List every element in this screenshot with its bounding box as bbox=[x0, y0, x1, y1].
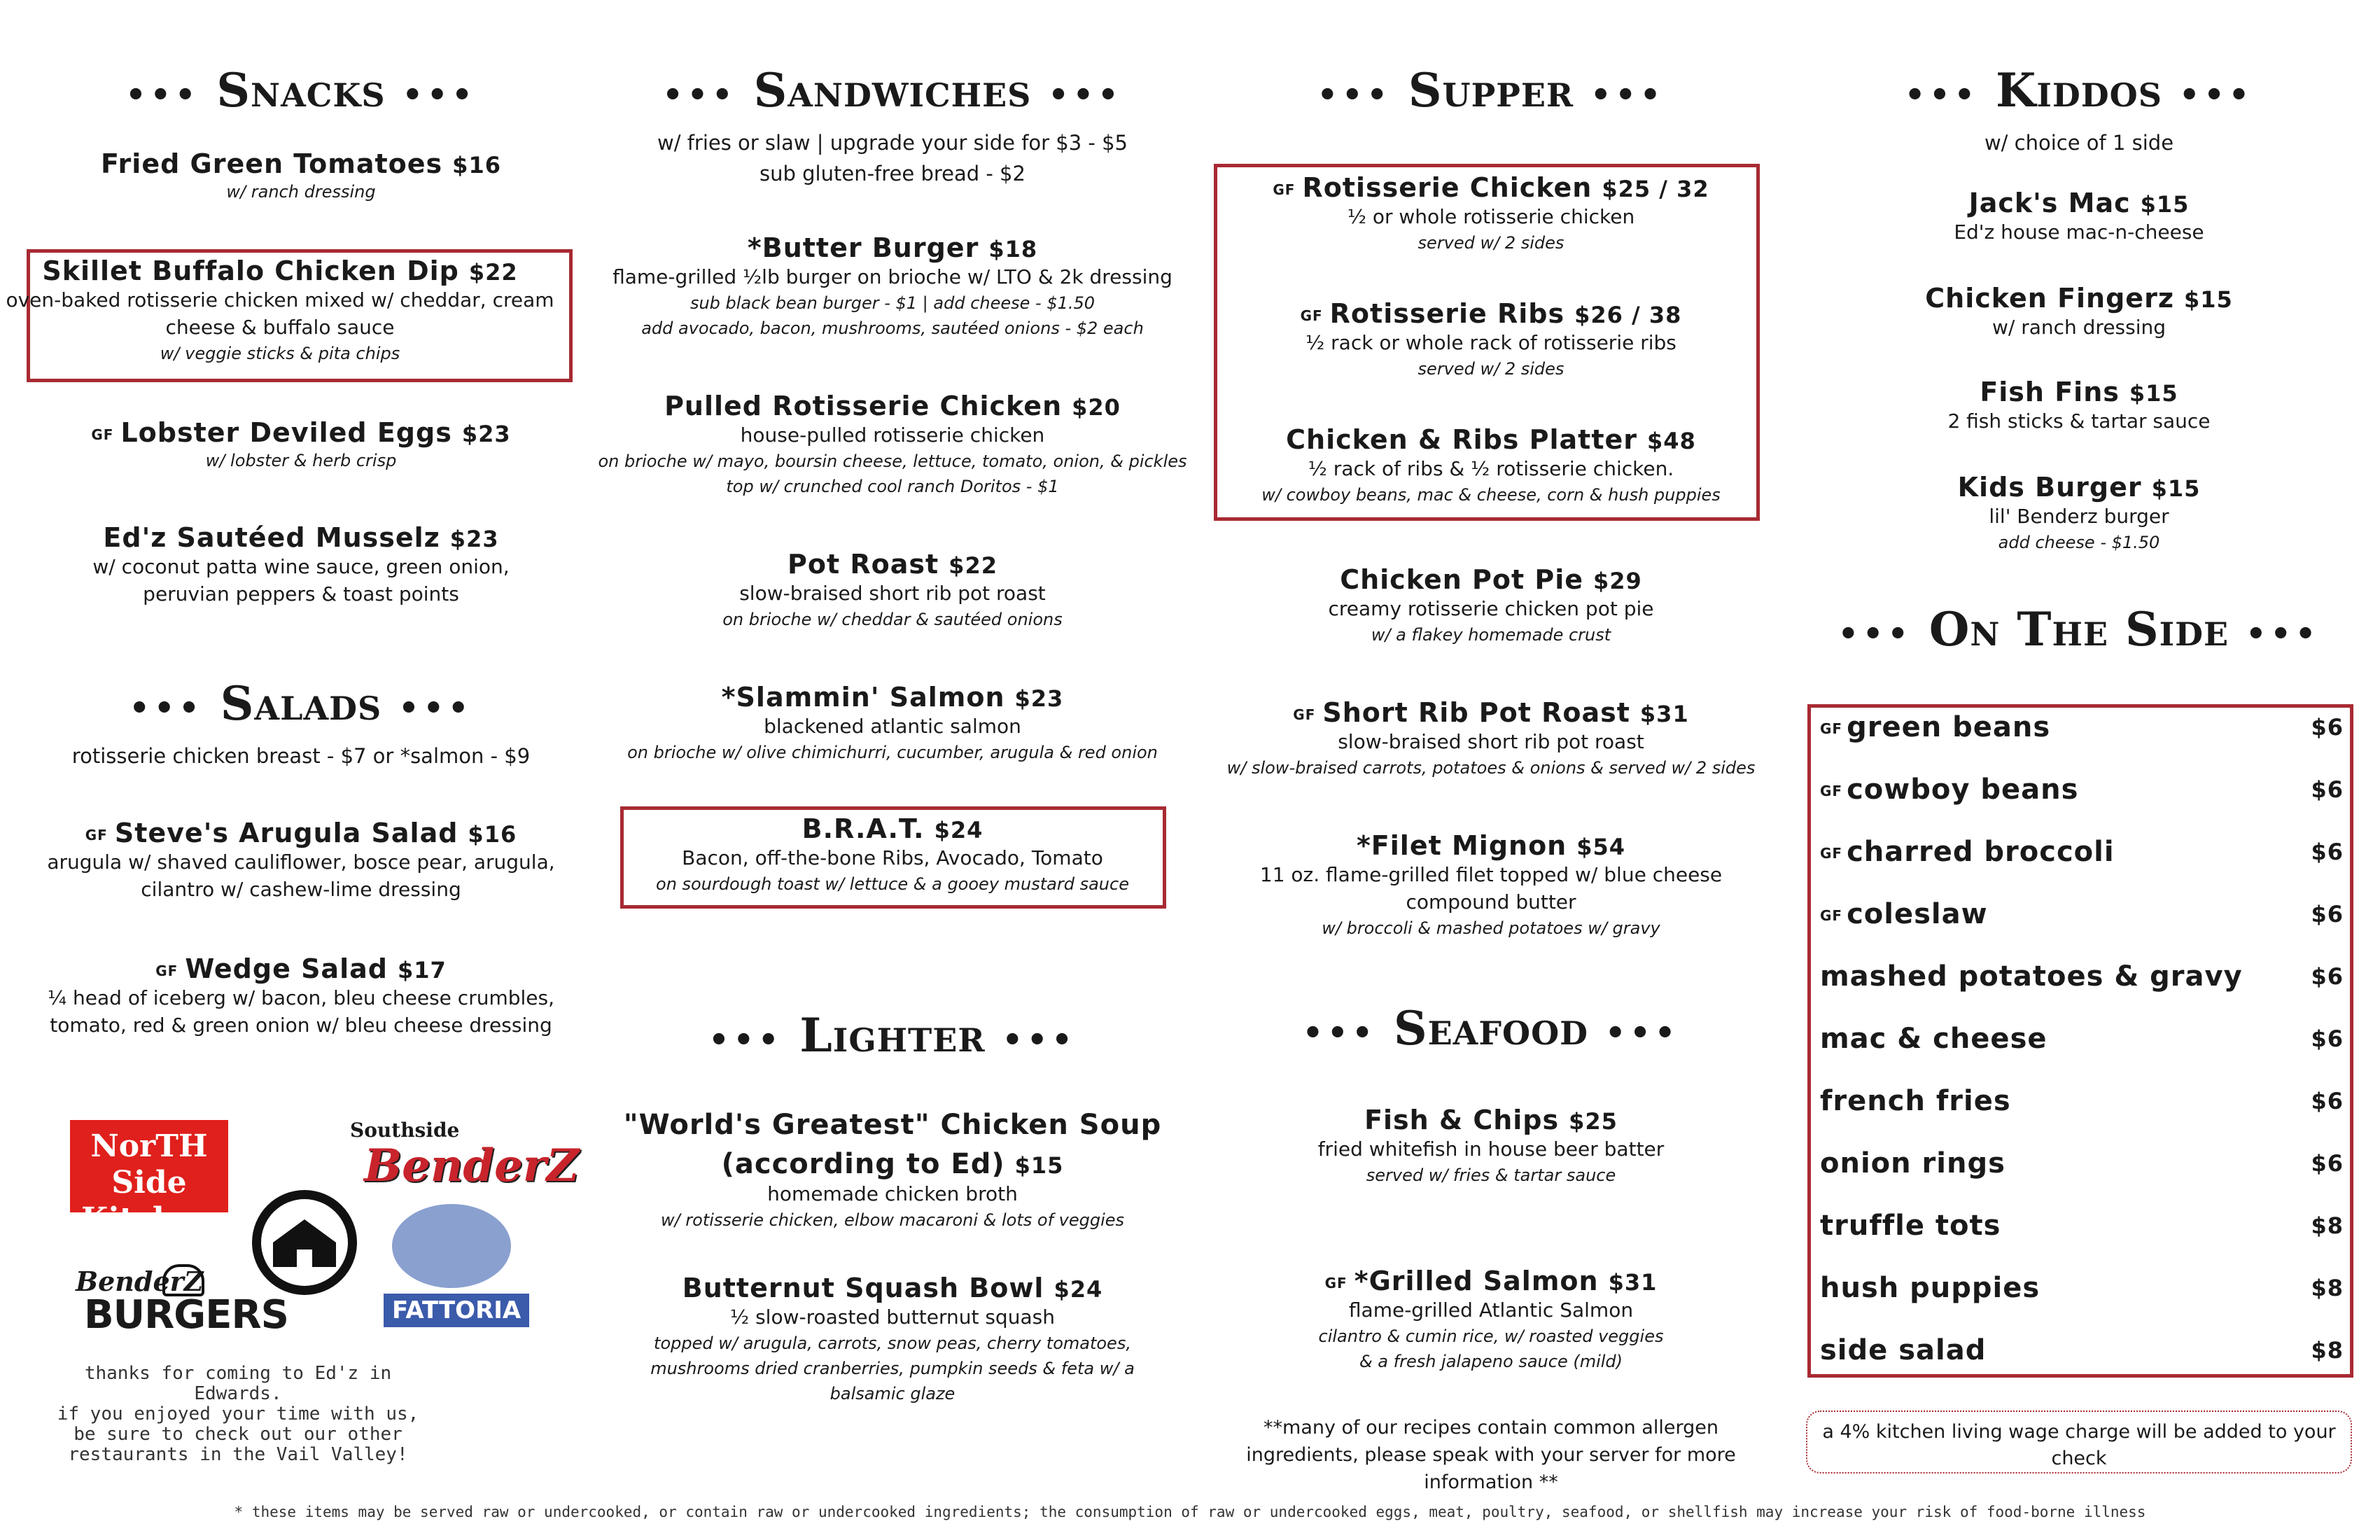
item-name: Pot Roast bbox=[788, 549, 939, 580]
item-desc: Bacon, off-the-bone Ribs, Avocado, Tomato bbox=[682, 846, 1103, 869]
barn-icon bbox=[252, 1190, 357, 1295]
item-note: cilantro & cumin rice, w/ roasted veggies bbox=[1318, 1326, 1664, 1346]
menu-item bbox=[1204, 298, 1778, 382]
side-item-name: mashed potatoes & gravy bbox=[1820, 960, 2243, 993]
farm-logo bbox=[252, 1190, 357, 1295]
item-note: on brioche w/ cheddar & sautéed onions bbox=[722, 610, 1063, 629]
item-price: $22 bbox=[948, 552, 997, 579]
item-desc: ½ rack or whole rack of rotisserie ribs bbox=[1306, 331, 1676, 354]
section-title-on-the-side: ••• On The Side ••• bbox=[1837, 602, 2320, 657]
menu-item bbox=[14, 522, 588, 608]
fattoria-logo: FATTORIA bbox=[384, 1294, 529, 1327]
item-desc: house-pulled rotisserie chicken bbox=[740, 424, 1045, 447]
section-title-supper: ••• Supper ••• bbox=[1317, 63, 1665, 118]
side-item-price: $6 bbox=[2311, 1088, 2344, 1114]
item-name: Short Rib Pot Roast bbox=[1322, 697, 1630, 728]
side-item-price: $8 bbox=[2311, 1212, 2344, 1239]
section-title-seafood: ••• Seafood ••• bbox=[1302, 1001, 1680, 1056]
side-item bbox=[1820, 1272, 2344, 1304]
item-desc: flame-grilled ½lb burger on brioche w/ LTO & 2k dressing bbox=[612, 265, 1172, 288]
menu-item bbox=[595, 682, 1190, 765]
item-desc: flame-grilled Atlantic Salmon bbox=[1348, 1298, 1634, 1322]
gf-badge: GF bbox=[1273, 181, 1296, 198]
menu-item bbox=[1792, 472, 2366, 555]
item-note: w/ cowboy beans, mac & cheese, corn & hush puppies bbox=[1261, 485, 1721, 505]
item-desc: fried whitefish in house beer batter bbox=[1317, 1138, 1665, 1161]
menu-item bbox=[1204, 564, 1778, 648]
item-name: Rotisserie Ribs bbox=[1329, 298, 1565, 329]
menu-item bbox=[1204, 830, 1778, 941]
sides-list bbox=[1807, 704, 2353, 1378]
side-item-name: side salad bbox=[1820, 1334, 1987, 1366]
item-name: Chicken & Ribs Platter bbox=[1286, 424, 1638, 455]
side-item-price: $6 bbox=[2311, 714, 2344, 741]
item-note: served w/ 2 sides bbox=[1418, 359, 1564, 379]
item-name: Jack's Mac bbox=[1968, 188, 2131, 218]
section-title-sandwiches: ••• Sandwiches ••• bbox=[662, 63, 1123, 118]
menu-item bbox=[595, 391, 1190, 499]
item-desc: arugula w/ shaved cauliflower, bosce pear, arugula, bbox=[47, 850, 555, 874]
side-item bbox=[1820, 1085, 2344, 1117]
item-note: w/ rotisserie chicken, elbow macaroni & lots of veggies bbox=[660, 1210, 1125, 1230]
item-price: $54 bbox=[1576, 834, 1626, 860]
menu-item bbox=[595, 232, 1190, 341]
item-price: $24 bbox=[1054, 1276, 1103, 1303]
item-name: Ed'z Sautéed Musselz bbox=[103, 522, 440, 553]
item-price: $31 bbox=[1608, 1269, 1658, 1296]
item-name: Chicken Pot Pie bbox=[1340, 564, 1583, 595]
gf-badge: GF bbox=[1300, 307, 1323, 324]
section-subtitle: rotisserie chicken breast - $7 or *salmon - $9 bbox=[71, 744, 531, 768]
item-price: $25 / 32 bbox=[1602, 176, 1709, 202]
menu-item bbox=[1792, 377, 2366, 435]
item-desc: homemade chicken broth bbox=[767, 1182, 1018, 1205]
southside-label: Southside bbox=[350, 1119, 460, 1142]
menu-item bbox=[1204, 697, 1778, 780]
side-item-price: $6 bbox=[2311, 839, 2344, 865]
item-name: *Slammin' Salmon bbox=[721, 682, 1005, 713]
item-desc: cheese & buffalo sauce bbox=[165, 316, 395, 339]
item-note: w/ ranch dressing bbox=[226, 182, 376, 202]
side-item-price: $6 bbox=[2311, 963, 2344, 990]
item-desc: ½ slow-roasted butternut squash bbox=[730, 1306, 1055, 1329]
item-note: & a fresh jalapeno sauce (mild) bbox=[1359, 1352, 1623, 1371]
side-item bbox=[1820, 711, 2344, 743]
item-name: Fried Green Tomatoes bbox=[101, 148, 443, 179]
item-note: w/ broccoli & mashed potatoes w/ gravy bbox=[1322, 918, 1660, 938]
gf-badge: GF bbox=[91, 426, 114, 443]
item-desc: blackened atlantic salmon bbox=[764, 715, 1021, 738]
side-item-price: $8 bbox=[2311, 1275, 2344, 1301]
item-price: $26 / 38 bbox=[1574, 302, 1682, 328]
menu-item bbox=[14, 953, 588, 1039]
side-item bbox=[1820, 960, 2344, 993]
item-price: $18 bbox=[988, 236, 1038, 262]
item-note: add cheese - $1.50 bbox=[1998, 533, 2160, 552]
section-subtitle: sub gluten-free bread - $2 bbox=[760, 162, 1026, 186]
item-name: Fish Fins bbox=[1980, 377, 2120, 407]
item-name: Skillet Buffalo Chicken Dip bbox=[42, 255, 459, 286]
item-price: $22 bbox=[468, 259, 518, 286]
menu-item bbox=[1792, 283, 2366, 341]
menu-item bbox=[14, 818, 588, 903]
item-desc: 11 oz. flame-grilled filet topped w/ blue cheese bbox=[1259, 863, 1723, 886]
item-desc: compound butter bbox=[1406, 890, 1576, 913]
item-note: on brioche w/ olive chimichurri, cucumber, arugula & red onion bbox=[627, 743, 1158, 762]
item-desc: w/ coconut patta wine sauce, green onion, bbox=[92, 555, 510, 578]
menu-item bbox=[595, 1273, 1190, 1406]
item-note: top w/ crunched cool ranch Doritos - $1 bbox=[726, 477, 1059, 496]
item-desc: ¼ head of iceberg w/ bacon, bleu cheese crumbles, bbox=[48, 986, 554, 1009]
item-desc: cilantro w/ cashew-lime dressing bbox=[141, 878, 461, 901]
side-item-name: hush puppies bbox=[1820, 1272, 2040, 1304]
item-name: Kids Burger bbox=[1957, 472, 2142, 503]
item-desc: tomato, red & green onion w/ bleu cheese dressing bbox=[50, 1014, 552, 1037]
side-item-name: green beans bbox=[1847, 711, 2051, 743]
item-desc: w/ ranch dressing bbox=[1991, 316, 2166, 339]
item-price: $23 bbox=[449, 526, 499, 552]
side-item-name: french fries bbox=[1820, 1085, 2011, 1117]
gf-badge: GF bbox=[1820, 907, 1843, 924]
gf-badge: GF bbox=[155, 962, 178, 979]
item-note: w/ slow-braised carrots, potatoes & onions & served w/ 2 sides bbox=[1226, 758, 1756, 778]
side-item-price: $6 bbox=[2311, 1026, 2344, 1052]
item-note: balsamic glaze bbox=[830, 1384, 955, 1404]
menu-item bbox=[1204, 1266, 1778, 1374]
item-price: $16 bbox=[468, 821, 517, 848]
item-name: "World's Greatest" Chicken Soup bbox=[623, 1109, 1162, 1141]
menu-item bbox=[1204, 1105, 1778, 1188]
menu-item bbox=[0, 255, 560, 366]
item-note: topped w/ arugula, carrots, snow peas, cherry tomatoes, bbox=[654, 1334, 1131, 1353]
item-name: B.R.A.T. bbox=[802, 813, 925, 844]
item-desc: oven-baked rotisserie chicken mixed w/ cheddar, cream bbox=[6, 288, 554, 312]
benderz-burgers-logo-top: BenderZ bbox=[76, 1266, 204, 1297]
section-title-kiddos: ••• Kiddos ••• bbox=[1904, 63, 2254, 118]
wage-notice: a 4% kitchen living wage charge will be added to your check bbox=[1806, 1410, 2352, 1474]
item-note: w/ veggie sticks & pita chips bbox=[160, 344, 400, 363]
menu-item bbox=[595, 1109, 1190, 1233]
item-price: $15 bbox=[2151, 475, 2201, 502]
item-name: Steve's Arugula Salad bbox=[114, 818, 458, 848]
item-desc: peruvian peppers & toast points bbox=[143, 582, 459, 606]
menu-item bbox=[609, 813, 1176, 897]
raw-food-disclaimer: * these items may be served raw or undercooked, or contain raw or undercooked ingredients; the consumption of raw or undercooked eggs, meat, poultry, seafood, or shellfish may increase your risk of food-borne illness bbox=[234, 1504, 2146, 1520]
section-title-lighter: ••• Lighter ••• bbox=[708, 1008, 1077, 1063]
item-name: Rotisserie Chicken bbox=[1302, 172, 1592, 203]
gf-badge: GF bbox=[85, 826, 108, 844]
item-desc: 2 fish sticks & tartar sauce bbox=[1947, 410, 2211, 433]
gf-badge: GF bbox=[1324, 1274, 1348, 1292]
item-price: $24 bbox=[934, 817, 983, 844]
item-desc: slow-braised short rib pot roast bbox=[1338, 730, 1644, 753]
side-item-price: $6 bbox=[2311, 901, 2344, 927]
side-item bbox=[1820, 898, 2344, 930]
gf-badge: GF bbox=[1820, 845, 1843, 862]
item-name: (according to Ed) bbox=[721, 1148, 1005, 1180]
northside-kitchen-logo: NorTH Side Kitchen bbox=[70, 1120, 228, 1212]
side-item-price: $6 bbox=[2311, 776, 2344, 803]
item-desc: creamy rotisserie chicken pot pie bbox=[1328, 597, 1654, 620]
truck-icon bbox=[392, 1204, 511, 1288]
section-subtitle: w/ choice of 1 side bbox=[1984, 131, 2174, 155]
item-name: Chicken Fingerz bbox=[1925, 283, 2174, 314]
item-desc: lil' Benderz burger bbox=[1989, 505, 2169, 528]
side-item bbox=[1820, 1147, 2344, 1180]
item-desc: ½ rack of ribs & ½ rotisserie chicken. bbox=[1308, 457, 1674, 480]
item-name: Lobster Deviled Eggs bbox=[120, 417, 452, 448]
item-price: $23 bbox=[461, 421, 511, 447]
section-title-snacks: ••• Snacks ••• bbox=[125, 63, 477, 118]
item-price: $31 bbox=[1639, 701, 1689, 727]
side-item-name: truffle tots bbox=[1820, 1210, 2001, 1242]
item-price: $17 bbox=[397, 957, 447, 983]
gf-badge: GF bbox=[1820, 783, 1843, 799]
item-desc: Ed'z house mac-n-cheese bbox=[1954, 220, 2204, 244]
item-price: $23 bbox=[1014, 685, 1064, 712]
item-name: *Filet Mignon bbox=[1356, 830, 1567, 861]
item-price: $29 bbox=[1593, 568, 1642, 594]
item-name: Butternut Squash Bowl bbox=[682, 1273, 1044, 1303]
menu-item bbox=[14, 148, 588, 204]
item-price: $15 bbox=[1014, 1152, 1064, 1179]
item-note: w/ lobster & herb crisp bbox=[205, 451, 397, 470]
allergy-notice: **many of our recipes contain common allergen ingredients, please speak with your server for more information ** bbox=[1246, 1417, 1736, 1493]
burgers-logo: BURGERS bbox=[84, 1292, 288, 1338]
item-name: Pulled Rotisserie Chicken bbox=[664, 391, 1063, 421]
side-item bbox=[1820, 836, 2344, 868]
side-item-name: coleslaw bbox=[1847, 898, 1988, 930]
section-title-salads: ••• Salads ••• bbox=[129, 676, 473, 731]
side-item-name: onion rings bbox=[1820, 1147, 2005, 1180]
item-name: Fish & Chips bbox=[1364, 1105, 1560, 1135]
side-item bbox=[1820, 774, 2344, 806]
item-note: on sourdough toast w/ lettuce & a gooey mustard sauce bbox=[656, 874, 1129, 894]
side-item bbox=[1820, 1210, 2344, 1242]
side-item bbox=[1820, 1023, 2344, 1055]
item-note: sub black bean burger - $1 | add cheese - $1.50 bbox=[690, 293, 1096, 313]
item-price: $48 bbox=[1647, 428, 1696, 454]
item-note: mushrooms dried cranberries, pumpkin seeds & feta w/ a bbox=[650, 1359, 1135, 1378]
item-note: on brioche w/ mayo, boursin cheese, lettuce, tomato, onion, & pickles bbox=[598, 451, 1187, 471]
menu-item bbox=[595, 549, 1190, 632]
item-name: *Butter Burger bbox=[747, 232, 979, 263]
side-item-name: mac & cheese bbox=[1820, 1023, 2047, 1055]
item-price: $15 bbox=[2140, 191, 2190, 218]
thanks-message: thanks for coming to Ed'z in Edwards. if you enjoyed your time with us, be sure to check out our other restaurants in the Vail Valley! bbox=[57, 1363, 419, 1465]
item-price: $16 bbox=[452, 152, 501, 178]
gf-badge: GF bbox=[1293, 706, 1316, 723]
item-name: *Grilled Salmon bbox=[1354, 1266, 1599, 1296]
item-name: Wedge Salad bbox=[185, 953, 388, 984]
item-price: $15 bbox=[2183, 286, 2233, 313]
item-price: $20 bbox=[1072, 394, 1121, 421]
item-note: w/ a flakey homemade crust bbox=[1371, 625, 1611, 645]
item-note: add avocado, bacon, mushrooms, sautéed onions - $2 each bbox=[641, 318, 1144, 338]
item-desc: ½ or whole rotisserie chicken bbox=[1347, 205, 1635, 228]
gf-badge: GF bbox=[1820, 720, 1843, 737]
side-item-price: $8 bbox=[2311, 1337, 2344, 1364]
item-note: served w/ fries & tartar sauce bbox=[1366, 1166, 1616, 1185]
side-item-name: charred broccoli bbox=[1847, 836, 2115, 868]
section-subtitle: w/ fries or slaw | upgrade your side for $3 - $5 bbox=[657, 131, 1128, 155]
item-desc: slow-braised short rib pot roast bbox=[739, 582, 1046, 605]
item-note: served w/ 2 sides bbox=[1418, 233, 1564, 253]
menu-item bbox=[1792, 188, 2366, 246]
menu-item bbox=[1204, 172, 1778, 255]
benderz-logo: BenderZ bbox=[364, 1140, 580, 1192]
menu-item bbox=[14, 417, 588, 473]
side-item-price: $6 bbox=[2311, 1150, 2344, 1177]
side-item-name: cowboy beans bbox=[1847, 774, 2079, 806]
item-price: $15 bbox=[2129, 380, 2178, 407]
item-price: $25 bbox=[1569, 1108, 1618, 1135]
menu-item bbox=[1204, 424, 1778, 507]
side-item bbox=[1820, 1334, 2344, 1366]
